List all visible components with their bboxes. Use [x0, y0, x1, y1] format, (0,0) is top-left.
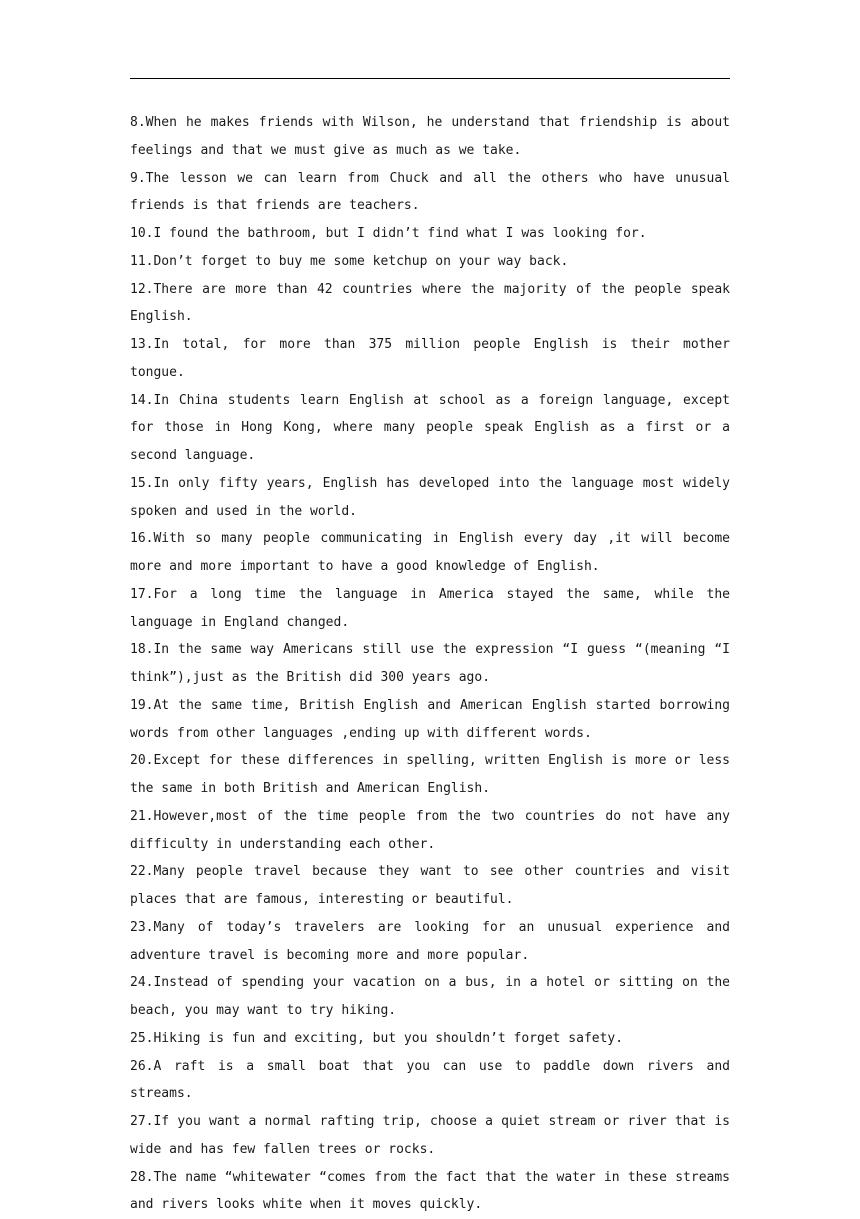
sentence-list [130, 109, 730, 1219]
sentence-14: 14.In China students learn English at school as a foreign language, except for those in Hong Kong, where many people speak English as a first or a second language. [130, 387, 730, 470]
sentence-25: 25.Hiking is fun and exciting, but you shouldn’t forget safety. [130, 1025, 730, 1053]
sentence-8: 8.When he makes friends with Wilson, he understand that friendship is about feelings and that we must give as much as we take. [130, 109, 730, 165]
sentence-19: 19.At the same time, British English and American English started borrowing words from other languages ,ending up with different words. [130, 692, 730, 748]
sentence-22: 22.Many people travel because they want to see other countries and visit places that are famous, interesting or beautiful. [130, 858, 730, 914]
header-rule [130, 78, 730, 79]
sentence-23: 23.Many of today’s travelers are looking for an unusual experience and adventure travel is becoming more and more popular. [130, 914, 730, 970]
sentence-27: 27.If you want a normal rafting trip, choose a quiet stream or river that is wide and has few fallen trees or rocks. [130, 1108, 730, 1164]
sentence-18: 18.In the same way Americans still use the expression “I guess “(meaning “I think”),just as the British did 300 years ago. [130, 636, 730, 692]
sentence-28: 28.The name “whitewater “comes from the fact that the water in these streams and rivers looks white when it moves quickly. [130, 1164, 730, 1219]
sentence-26: 26.A raft is a small boat that you can use to paddle down rivers and streams. [130, 1053, 730, 1109]
sentence-9: 9.The lesson we can learn from Chuck and all the others who have unusual friends is that friends are teachers. [130, 165, 730, 221]
sentence-12: 12.There are more than 42 countries where the majority of the people speak English. [130, 276, 730, 332]
sentence-17: 17.For a long time the language in America stayed the same, while the language in England changed. [130, 581, 730, 637]
sentence-11: 11.Don’t forget to buy me some ketchup on your way back. [130, 248, 730, 276]
sentence-15: 15.In only fifty years, English has developed into the language most widely spoken and used in the world. [130, 470, 730, 526]
sentence-21: 21.However,most of the time people from the two countries do not have any difficulty in understanding each other. [130, 803, 730, 859]
sentence-13: 13.In total, for more than 375 million people English is their mother tongue. [130, 331, 730, 387]
sentence-24: 24.Instead of spending your vacation on a bus, in a hotel or sitting on the beach, you may want to try hiking. [130, 969, 730, 1025]
sentence-10: 10.I found the bathroom, but I didn’t find what I was looking for. [130, 220, 730, 248]
sentence-16: 16.With so many people communicating in English every day ,it will become more and more important to have a good knowledge of English. [130, 525, 730, 581]
sentence-20: 20.Except for these differences in spelling, written English is more or less the same in both British and American English. [130, 747, 730, 803]
